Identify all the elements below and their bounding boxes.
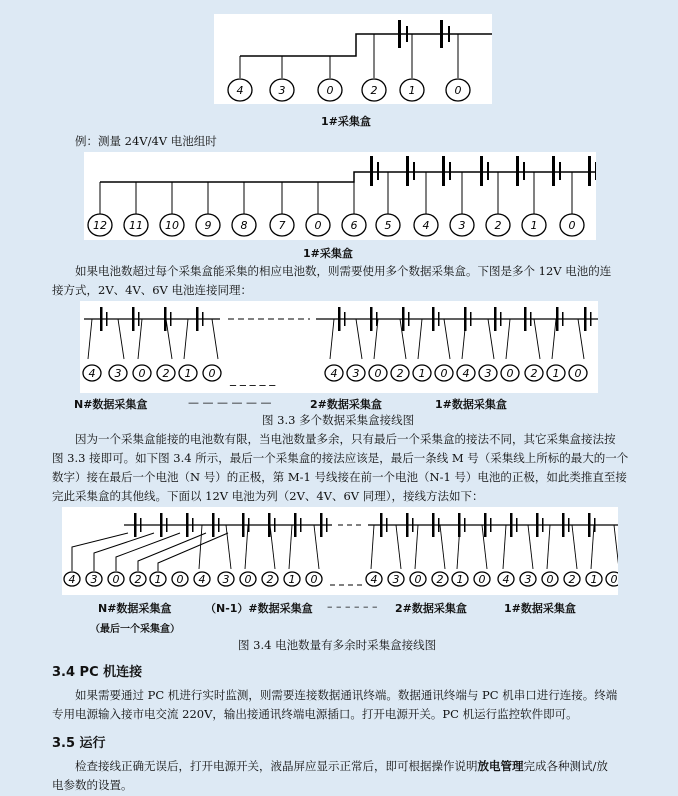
fig3-label-b-7 <box>479 365 497 381</box>
fig3-label-a-0 <box>83 365 101 381</box>
fig4-label-21-text: 2 <box>568 573 576 586</box>
fig3-label-b-5 <box>435 365 453 381</box>
fig2-label-3-text: 9 <box>204 219 212 232</box>
fig3-label-b-3 <box>391 365 409 381</box>
fig4-label-14 <box>410 572 426 586</box>
fig2-label-4-text: 8 <box>240 219 248 232</box>
fig4-label-19-text: 3 <box>524 573 532 586</box>
figure-3 <box>80 301 598 393</box>
fig4-label-7 <box>218 572 234 586</box>
fig2-label-1-text: 11 <box>129 219 143 232</box>
fig2-label-12 <box>522 214 546 236</box>
para2-line2: 图 3.3 接即可。如下图 3.4 所示，最后一个采集盒的接法应该是，最后一条线 M 号（采集线上所标的最大的一个 <box>52 451 629 465</box>
fig3-label-a-2 <box>133 365 151 381</box>
figure-4-caption: 图 3.4 电池数量有多余时采集盒接线图 <box>238 638 437 652</box>
fig3-label-b-7-text: 3 <box>484 367 492 380</box>
fig3-label-b-0 <box>325 365 343 381</box>
fig2-label-10-text: 3 <box>458 219 466 232</box>
fig3-label-a-0-text: 4 <box>88 367 96 380</box>
fig4-label-13 <box>388 572 404 586</box>
fig3-label-b-0-text: 4 <box>330 367 338 380</box>
figure-2 <box>84 152 596 240</box>
fig3-label-b-11-text: 0 <box>574 367 582 380</box>
fig2-label-2-text: 10 <box>165 219 179 232</box>
fig3-label-a-2-text: 0 <box>138 367 146 380</box>
section-3-4-heading: 3.4 PC 机连接 <box>52 665 143 680</box>
fig2-label-3 <box>196 214 220 236</box>
fig4-label-16-text: 1 <box>456 573 464 586</box>
fig4-label-0-text: 4 <box>68 573 76 586</box>
fig4-label-23 <box>606 572 618 586</box>
fig3-label-b-8-text: 0 <box>506 367 514 380</box>
figure-3-box-1: 1#数据采集盒 <box>435 398 507 411</box>
fig1-label-1-text: 3 <box>278 84 286 97</box>
fig3-label-b-6-text: 4 <box>462 367 470 380</box>
fig4-label-22-text: 1 <box>590 573 598 586</box>
fig1-label-0-text: 4 <box>236 84 244 97</box>
fig4-label-4-text: 1 <box>154 573 162 586</box>
fig4-label-15 <box>432 572 448 586</box>
fig3-label-b-9 <box>525 365 543 381</box>
figure-3-dash-sep: — — — — — — <box>188 396 272 409</box>
fig3-label-b-1 <box>347 365 365 381</box>
fig2-label-11-text: 2 <box>494 219 502 232</box>
fig1-label-2 <box>318 79 342 101</box>
fig3-label-b-4 <box>413 365 431 381</box>
fig3-label-b-10-text: 1 <box>552 367 560 380</box>
fig3-label-b-3-text: 2 <box>396 367 404 380</box>
fig3-label-a-4-text: 1 <box>184 367 192 380</box>
fig1-label-5-text: 0 <box>454 84 462 97</box>
para2-line1: 因为一个采集盒能接的电池数有限，当电池数量多余，只有最后一个采集盒的接法不同，其它采集盒接法按 <box>75 432 616 446</box>
fig2-label-8 <box>376 214 400 236</box>
fig2-label-7 <box>342 214 366 236</box>
sec35-line1-a: 检查接线正确无误后，打开电源开关，液晶屏应显示正常后，即可根据操作说明 <box>75 759 478 773</box>
figure-4-box-n: N#数据采集盒 <box>98 602 172 615</box>
fig4-label-12 <box>366 572 382 586</box>
fig4-label-13-text: 3 <box>392 573 400 586</box>
fig4-label-5 <box>172 572 188 586</box>
fig2-label-11 <box>486 214 510 236</box>
figure-3-diagram <box>80 301 598 393</box>
figure-2-diagram <box>84 152 596 240</box>
fig4-label-11 <box>306 572 322 586</box>
fig3-label-a-5 <box>203 365 221 381</box>
fig2-label-0-text: 12 <box>93 219 107 232</box>
fig2-label-13-text: 0 <box>568 219 576 232</box>
fig4-label-8 <box>240 572 256 586</box>
fig4-label-3-text: 2 <box>134 573 142 586</box>
fig4-label-7-text: 3 <box>222 573 230 586</box>
figure-4-dash-sep: – – – – – – <box>327 600 378 613</box>
fig2-label-2 <box>160 214 184 236</box>
fig1-label-4 <box>400 79 424 101</box>
fig3-label-a-1 <box>109 365 127 381</box>
para2-line4: 完此采集盒的其他线。下面以 12V 电池为列（2V、4V、6V 同理），接线方法如下： <box>52 489 484 503</box>
fig1-label-5 <box>446 79 470 101</box>
fig4-label-4 <box>150 572 166 586</box>
fig1-label-3 <box>362 79 386 101</box>
figure-2-caption: 1#采集盒 <box>303 247 353 260</box>
example-text: 例：测量 24V/4V 电池组时 <box>75 134 217 148</box>
fig2-label-13 <box>560 214 584 236</box>
fig3-label-b-11 <box>569 365 587 381</box>
fig3-label-a-1-text: 3 <box>114 367 122 380</box>
fig4-label-18-text: 4 <box>502 573 510 586</box>
fig2-label-0 <box>88 214 112 236</box>
fig2-label-5-text: 7 <box>278 219 286 232</box>
fig4-label-19 <box>520 572 536 586</box>
fig4-label-6-text: 4 <box>198 573 206 586</box>
fig3-label-b-10 <box>547 365 565 381</box>
para1-line1: 如果电池数超过每个采集盒能采集的相应电池数，则需要使用多个数据采集盒。下图是多个 12V 电池的连 <box>75 264 612 278</box>
fig2-label-9 <box>414 214 438 236</box>
fig4-label-10 <box>284 572 300 586</box>
figure-4-diagram <box>62 507 618 595</box>
fig2-label-10 <box>450 214 474 236</box>
fig4-label-9 <box>262 572 278 586</box>
fig3-label-b-5-text: 0 <box>440 367 448 380</box>
figure-3-box-n: N#数据采集盒 <box>74 398 148 411</box>
figure-3-box-2: 2#数据采集盒 <box>310 398 382 411</box>
fig2-label-1 <box>124 214 148 236</box>
fig4-label-12-text: 4 <box>370 573 378 586</box>
fig4-label-5-text: 0 <box>176 573 184 586</box>
fig3-label-b-2-text: 0 <box>374 367 382 380</box>
fig2-label-9-text: 4 <box>422 219 430 232</box>
figure-1-diagram <box>214 14 492 104</box>
fig2-label-6-text: 0 <box>314 219 322 232</box>
fig4-label-9-text: 2 <box>266 573 274 586</box>
fig4-label-20-text: 0 <box>546 573 554 586</box>
sec35-line1 <box>75 757 608 776</box>
fig3-label-b-8 <box>501 365 519 381</box>
fig4-label-15-text: 2 <box>436 573 444 586</box>
figure-1 <box>214 14 492 104</box>
figure-4-last-box: （最后一个采集盒） <box>90 624 180 635</box>
fig4-label-17-text: 0 <box>478 573 486 586</box>
sec34-line2: 专用电源输入接市电交流 220V，输出接通讯终端电源插口。打开电源开关。PC 机运行监控软件即可。 <box>52 707 578 721</box>
fig2-label-6 <box>306 214 330 236</box>
figure-3-dashes: _ _ _ _ _ <box>230 372 276 386</box>
sec35-line2: 电参数的设置。 <box>52 778 133 792</box>
fig1-label-3-text: 2 <box>370 84 378 97</box>
fig4-label-10-text: 1 <box>288 573 296 586</box>
fig4-label-21 <box>564 572 580 586</box>
fig3-label-a-5-text: 0 <box>208 367 216 380</box>
fig2-label-7-text: 6 <box>350 219 358 232</box>
fig4-label-1-text: 3 <box>90 573 98 586</box>
sec35-line1-b: 放电管理 <box>477 759 524 773</box>
figure-3-caption: 图 3.3 多个数据采集盒接线图 <box>262 413 415 427</box>
para2-line3: 数字）接在最后一个电池（N 号）的正极，第 M-1 号线接在前一个电池（N-1 号）电池的正极，如此类推直至接 <box>52 470 627 484</box>
fig4-label-6 <box>194 572 210 586</box>
fig3-label-b-1-text: 3 <box>352 367 360 380</box>
figure-1-caption: 1#采集盒 <box>321 115 371 128</box>
fig4-label-8-text: 0 <box>244 573 252 586</box>
fig4-label-22 <box>586 572 602 586</box>
fig1-label-2-text: 0 <box>326 84 334 97</box>
sec35-line1-c: 完成各种测试/放 <box>523 759 608 773</box>
fig4-label-2 <box>108 572 124 586</box>
fig2-label-8-text: 5 <box>384 219 392 232</box>
figure-4-box-1: 1#数据采集盒 <box>504 602 576 615</box>
figure-4-box-2: 2#数据采集盒 <box>395 602 467 615</box>
section-3-5-heading: 3.5 运行 <box>52 736 106 751</box>
fig4-label-14-text: 0 <box>414 573 422 586</box>
fig4-label-18 <box>498 572 514 586</box>
fig4-label-23-text: 0 <box>610 573 618 586</box>
fig3-label-a-4 <box>179 365 197 381</box>
figure-4-box-n1: （N-1）#数据采集盒 <box>205 602 313 615</box>
fig3-label-b-9-text: 2 <box>530 367 538 380</box>
fig4-label-17 <box>474 572 490 586</box>
fig2-label-4 <box>232 214 256 236</box>
fig4-label-16 <box>452 572 468 586</box>
fig1-label-0 <box>228 79 252 101</box>
sec34-line1: 如果需要通过 PC 机进行实时监测，则需要连接数据通讯终端。数据通讯终端与 PC 机串口进行连接。终端 <box>75 688 618 702</box>
fig4-label-1 <box>86 572 102 586</box>
figure-4 <box>62 507 618 595</box>
fig3-label-a-3-text: 2 <box>162 367 170 380</box>
fig2-label-12-text: 1 <box>530 219 538 232</box>
fig3-label-b-4-text: 1 <box>418 367 426 380</box>
para1-line2: 接方式，2V、4V、6V 电池连接同理： <box>52 283 253 297</box>
fig4-label-11-text: 0 <box>310 573 318 586</box>
fig3-label-b-6 <box>457 365 475 381</box>
fig3-label-b-2 <box>369 365 387 381</box>
fig2-label-5 <box>270 214 294 236</box>
fig1-label-4-text: 1 <box>408 84 416 97</box>
fig4-label-20 <box>542 572 558 586</box>
fig4-label-0 <box>64 572 80 586</box>
fig4-label-2-text: 0 <box>112 573 120 586</box>
fig1-label-1 <box>270 79 294 101</box>
fig3-label-a-3 <box>157 365 175 381</box>
fig4-label-3 <box>130 572 146 586</box>
